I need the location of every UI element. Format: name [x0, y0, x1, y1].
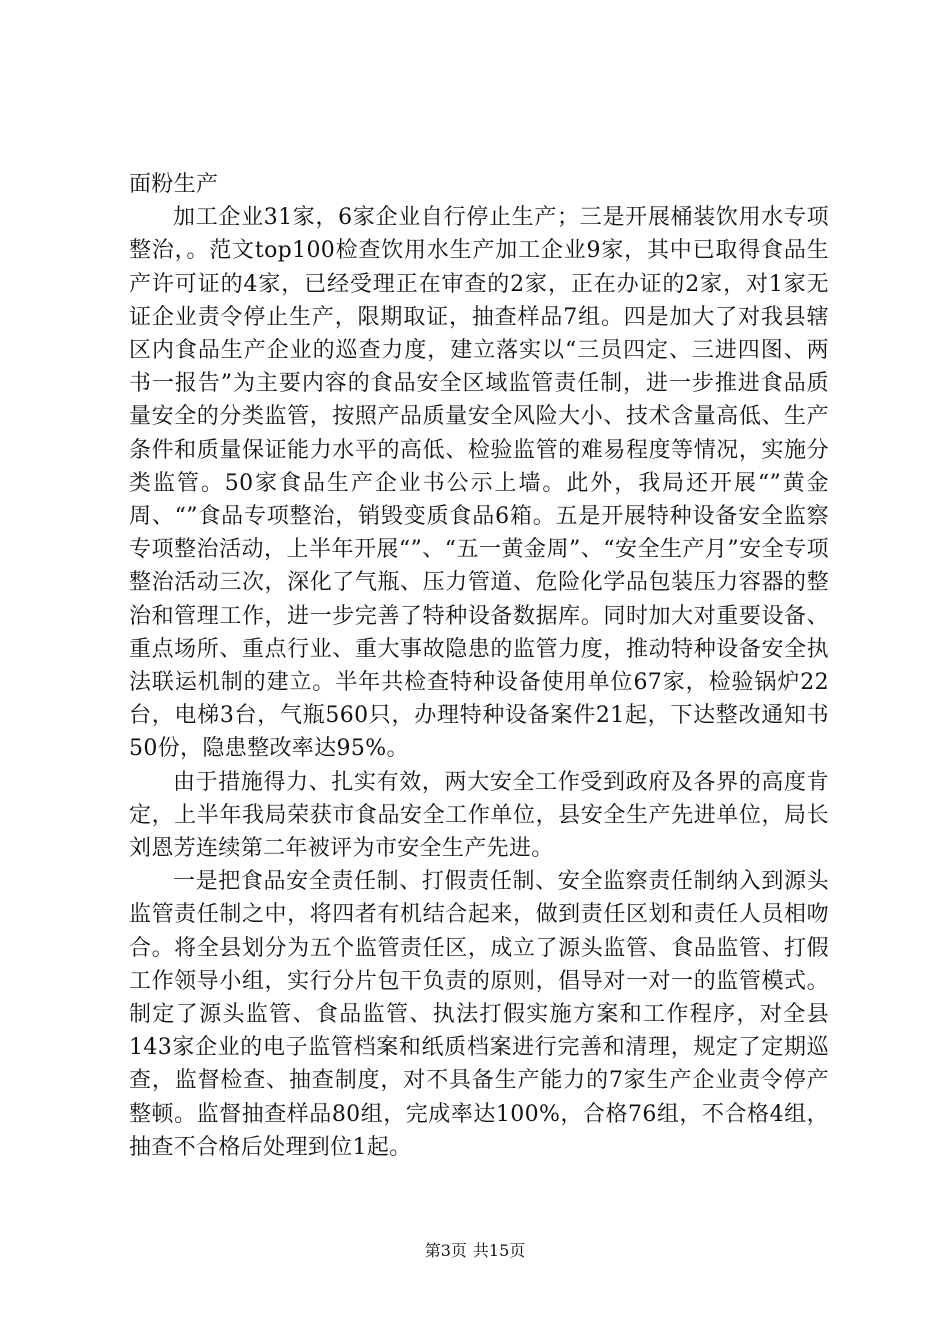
document-body: [129, 168, 829, 1164]
paragraph-1: 加工企业31家，6家企业自行停止生产；三是开展桶装饮用水专项整治，。范文top100检查饮用水生产加工企业9家，其中已取得食品生产许可证的4家，已经受理正在审查的2家，正在办证的2家，对1家无证企业责令停止生产，限期取证，抽查样品7组。四是加大了对我县辖区内食品生产企业的巡查力度，建立落实以“三员四定、三进四图、两书一报告”为主要内容的食品安全区域监管责任制，进一步推进食品质量安全的分类监管，按照产品质量安全风险大小、技术含量高低、生产条件和质量保证能力水平的高低、检验监管的难易程度等情况，实施分类监管。50家食品生产企业书公示上墙。此外，我局还开展“”黄金周、“”食品专项整治，销毁变质食品6箱。五是开展特种设备安全监察专项整治活动，上半年开展“”、“五一黄金周”、“安全生产月”安全专项整治活动三次，深化了气瓶、压力管道、危险化学品包装压力容器的整治和管理工作，进一步完善了特种设备数据库。同时加大对重要设备、重点场所、重点行业、重大事故隐患的监管力度，推动特种设备安全执法联运机制的建立。半年共检查特种设备使用单位67家，检验锅炉22台，电梯3台，气瓶560只，办理特种设备案件21起，下达整改通知书50份，隐患整改率达95%。: [129, 205, 829, 762]
paragraph-2: 由于措施得力、扎实有效，两大安全工作受到政府及各界的高度肯定，上半年我局荣获市食品安全工作单位，县安全生产先进单位，局长刘恩芳连续第二年被评为市安全生产先进。: [129, 769, 829, 862]
heading-line: 面粉生产: [129, 172, 219, 197]
page-footer: [0, 1241, 950, 1261]
page-number: 第3页: [424, 1241, 467, 1260]
paragraph-3: 一是把食品安全责任制、打假责任制、安全监察责任制纳入到源头监管责任制之中，将四者有机结合起来，做到责任区划和责任人员相吻合。将全县划分为五个监管责任区，成立了源头监管、食品监管、打假工作领导小组，实行分片包干负责的原则，倡导对一对一的监管模式。制定了源头监管、食品监管、执法打假实施方案和工作程序，对全县143家企业的电子监管档案和纸质档案进行完善和清理，规定了定期巡查，监督检查、抽查制度，对不具备生产能力的7家生产企业责令停产整顿。监督抽查样品80组，完成率达100%，合格76组，不合格4组，抽查不合格后处理到位1起。: [129, 869, 829, 1160]
page-total: 共15页: [472, 1241, 526, 1260]
